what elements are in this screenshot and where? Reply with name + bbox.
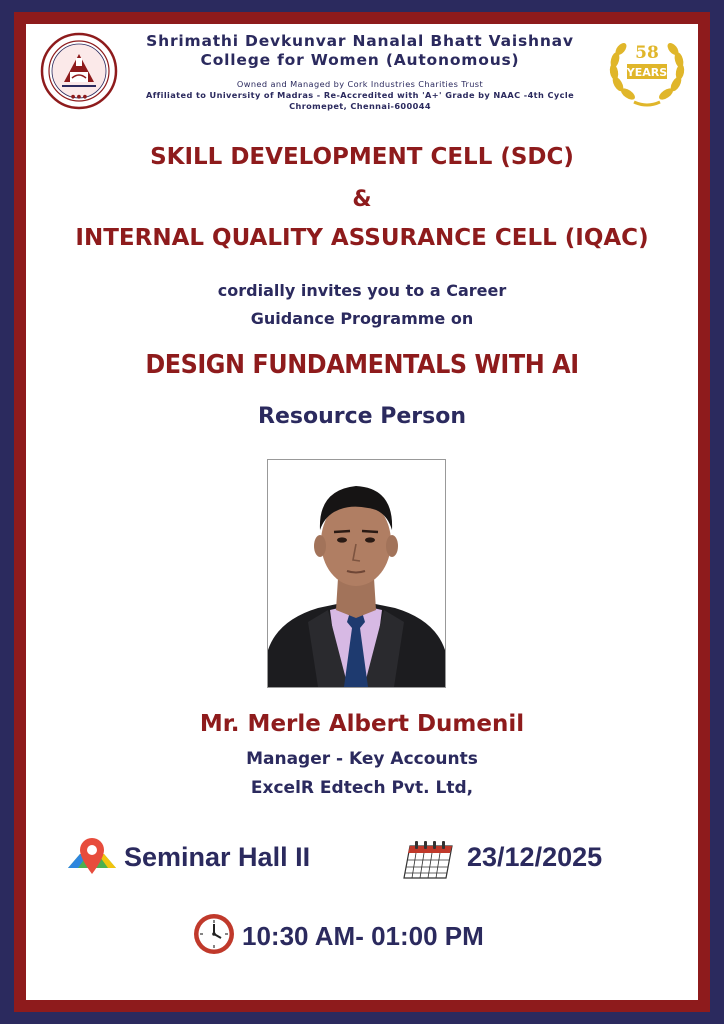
college-address: Chromepet, Chennai-600044 bbox=[289, 101, 431, 111]
organizer-sdc: SKILL DEVELOPMENT CELL (SDC) bbox=[150, 144, 574, 170]
college-name-line1: Shrimathi Devkunvar Nanalal Bhatt Vaishnav bbox=[146, 32, 574, 50]
badge-number: 58 bbox=[635, 43, 659, 63]
college-crest-icon bbox=[40, 32, 118, 110]
event-date: 23/12/2025 bbox=[467, 842, 603, 872]
map-pin-icon bbox=[66, 834, 118, 878]
college-owned-by: Owned and Managed by Cork Industries Charities Trust bbox=[236, 79, 484, 89]
invitation-line2: Guidance Programme on bbox=[250, 309, 474, 328]
speaker-photo bbox=[267, 459, 446, 688]
speaker-portrait bbox=[268, 460, 445, 687]
college-affiliation: Affiliated to University of Madras - Re-Accredited with 'A+' Grade by NAAC -4th Cycle bbox=[145, 90, 575, 100]
speaker-designation: Manager - Key Accounts bbox=[246, 749, 478, 769]
speaker-name: Mr. Merle Albert Dumenil bbox=[199, 711, 525, 737]
badge-text: YEARS bbox=[626, 66, 668, 79]
resource-person-heading: Resource Person bbox=[258, 404, 466, 429]
calendar-icon bbox=[402, 838, 454, 880]
clock-icon bbox=[192, 912, 236, 956]
anniversary-badge bbox=[604, 34, 690, 110]
college-details bbox=[110, 79, 610, 112]
organizer-ampersand: & bbox=[352, 187, 372, 212]
programme-topic: DESIGN FUNDAMENTALS WITH AI bbox=[145, 350, 579, 380]
invitation-line1: cordially invites you to a Career bbox=[217, 281, 507, 300]
event-venue: Seminar Hall II bbox=[124, 842, 311, 872]
college-name-line2: College for Women (Autonomous) bbox=[200, 51, 520, 69]
college-name bbox=[110, 32, 610, 70]
event-time: 10:30 AM- 01:00 PM bbox=[242, 921, 484, 951]
speaker-organization: ExcelR Edtech Pvt. Ltd, bbox=[250, 778, 474, 798]
organizer-iqac: INTERNAL QUALITY ASSURANCE CELL (IQAC) bbox=[75, 225, 649, 251]
svg-text:● ● ●: ● ● ● bbox=[70, 94, 88, 100]
